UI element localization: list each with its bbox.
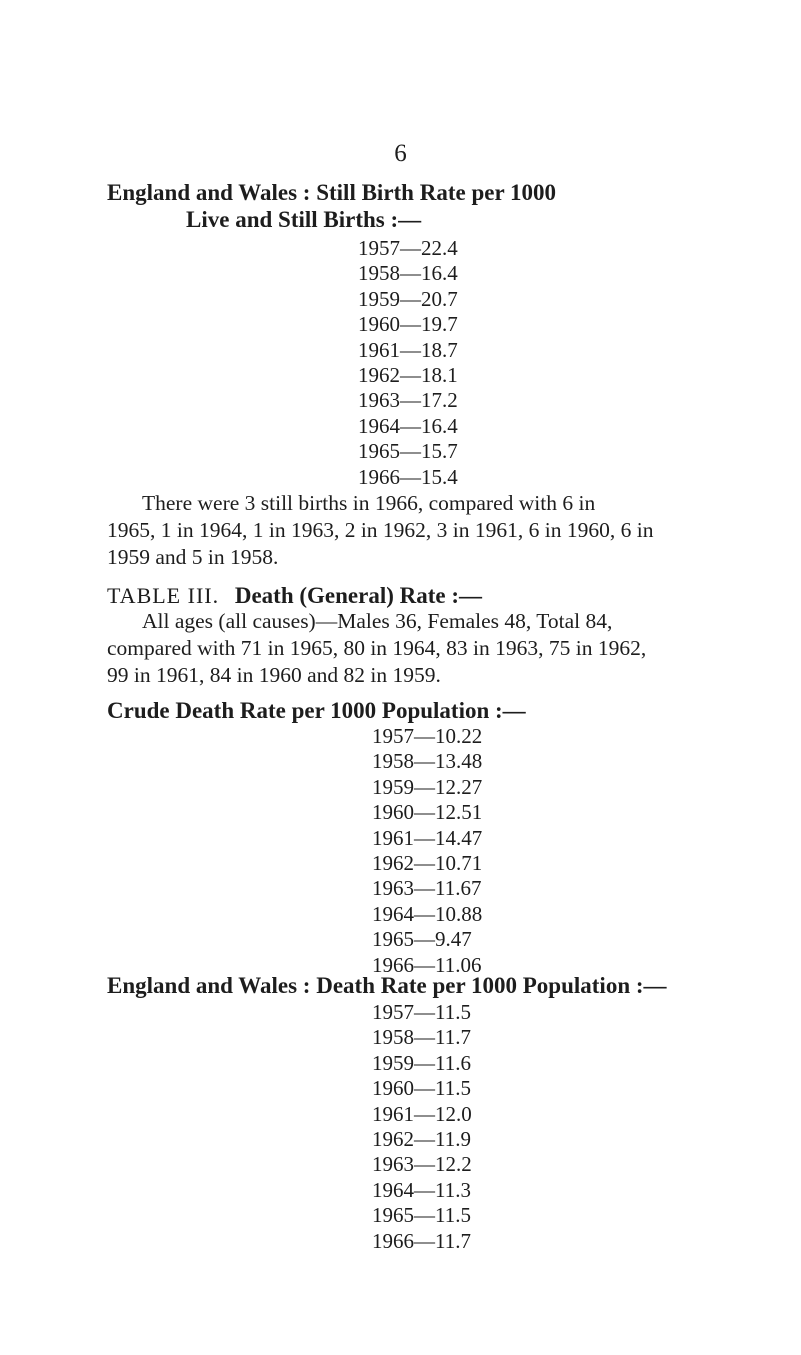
still-birth-heading-line1: England and Wales : Still Birth Rate per 1000: [107, 180, 556, 205]
still-birth-heading-line2: Live and Still Births :—: [186, 207, 422, 232]
table-iii-paragraph-line3: 99 in 1961, 84 in 1960 and 82 in 1959.: [107, 663, 441, 687]
list-item: 1965—15.7: [358, 439, 458, 464]
list-item: 1959—12.27: [372, 774, 483, 799]
table-iii-label: TABLE III.: [107, 583, 220, 608]
list-item: 1964—11.3: [372, 1177, 471, 1202]
list-item: 1963—11.67: [372, 876, 482, 901]
list-item: 1958—16.4: [358, 261, 458, 286]
list-item: 1961—14.47: [372, 825, 483, 850]
list-item: 1960—19.7: [358, 312, 458, 337]
list-item: 1966—11.7: [372, 1228, 471, 1253]
list-item: 1965—11.5: [372, 1203, 471, 1228]
crude-death-rate-heading: Crude Death Rate per 1000 Population :—: [107, 698, 526, 723]
table-iii-title: Death (General) Rate :—: [234, 583, 483, 608]
list-item: 1966—15.4: [358, 464, 458, 489]
list-item: 1962—11.9: [372, 1127, 471, 1152]
list-item: 1957—22.4: [358, 236, 458, 260]
still-birth-rate-list: [358, 236, 458, 490]
list-item: 1963—17.2: [358, 388, 458, 413]
list-item: 1959—11.6: [372, 1050, 471, 1075]
england-wales-death-rate-heading: England and Wales : Death Rate per 1000 Population :—: [107, 973, 667, 998]
table-iii-paragraph-line2: compared with 71 in 1965, 80 in 1964, 83 in 1963, 75 in 1962,: [107, 636, 647, 660]
still-birth-paragraph-line2: 1965, 1 in 1964, 1 in 1963, 2 in 1962, 3 in 1961, 6 in 1960, 6 in: [107, 518, 654, 542]
list-item: 1964—16.4: [358, 413, 458, 438]
table-iii-paragraph-line1: All ages (all causes)—Males 36, Females 48, Total 84,: [142, 609, 613, 633]
crude-death-rate-list: [372, 724, 482, 978]
list-item: 1957—10.22: [372, 724, 483, 748]
list-item: 1960—11.5: [372, 1076, 471, 1101]
list-item: 1959—20.7: [358, 286, 458, 311]
list-item: 1964—10.88: [372, 901, 483, 926]
england-wales-death-rate-list: [372, 1000, 472, 1254]
list-item: 1958—13.48: [372, 749, 483, 774]
list-item: 1961—18.7: [358, 337, 458, 362]
table-iii-heading: [107, 582, 482, 610]
still-birth-paragraph-line1: There were 3 still births in 1966, compared with 6 in: [142, 491, 596, 515]
list-item: 1966—11.06: [372, 952, 482, 977]
list-item: 1962—18.1: [358, 363, 458, 388]
list-item: 1957—11.5: [372, 1000, 471, 1024]
page-number: 6: [394, 140, 407, 167]
list-item: 1961—12.0: [372, 1101, 472, 1126]
still-birth-paragraph-line3: 1959 and 5 in 1958.: [107, 545, 279, 569]
list-item: 1963—12.2: [372, 1152, 472, 1177]
list-item: 1960—12.51: [372, 800, 483, 825]
list-item: 1958—11.7: [372, 1025, 471, 1050]
list-item: 1965—9.47: [372, 927, 472, 952]
list-item: 1962—10.71: [372, 851, 483, 876]
